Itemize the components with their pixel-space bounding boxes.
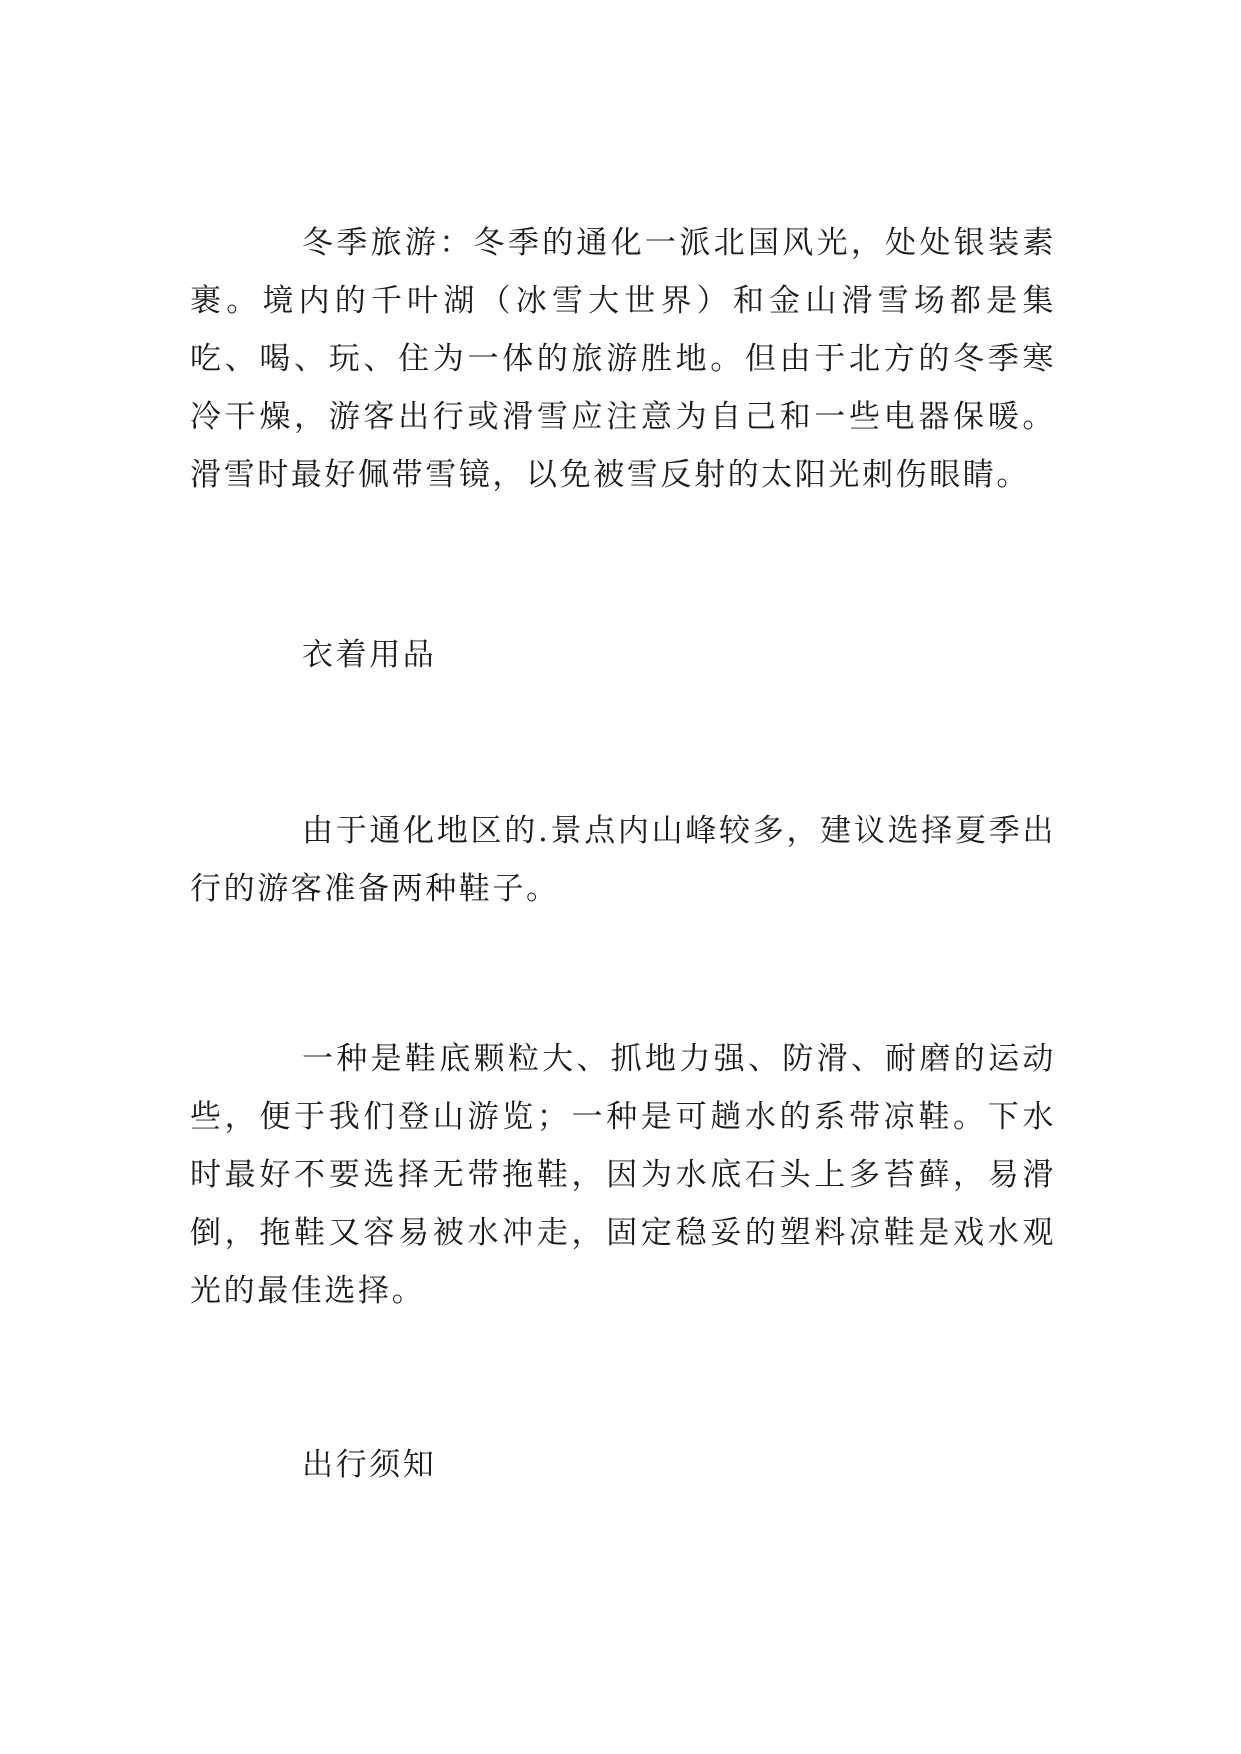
section-heading-clothing: 衣着用品 [302, 637, 437, 673]
paragraph-shoes-intro: 由于通化地区的.景点内山峰较多，建议选择夏季出行的游客准备两种鞋子。 [190, 813, 1056, 907]
paragraph-shoes-detail: 一种是鞋底颗粒大、抓地力强、防滑、耐磨的运动些，便于我们登山游览；一种是可趟水的系带凉鞋。下水时最好不要选择无带拖鞋，因为水底石头上多苔藓，易滑倒，拖鞋又容易被水冲走，固定稳妥的塑料凉鞋是戏水观光的最佳选择。 [190, 1041, 1056, 1309]
paragraph-winter-travel: 冬季旅游：冬季的通化一派北国风光，处处银装素裹。境内的千叶湖（冰雪大世界）和金山滑雪场都是集吃、喝、玩、住为一体的旅游胜地。但由于北方的冬季寒冷干燥，游客出行或滑雪应注意为自己和一些电器保暖。滑雪时最好佩带雪镜，以免被雪反射的太阳光刺伤眼睛。 [190, 225, 1056, 493]
section-heading-travel-notice: 出行须知 [302, 1447, 437, 1483]
